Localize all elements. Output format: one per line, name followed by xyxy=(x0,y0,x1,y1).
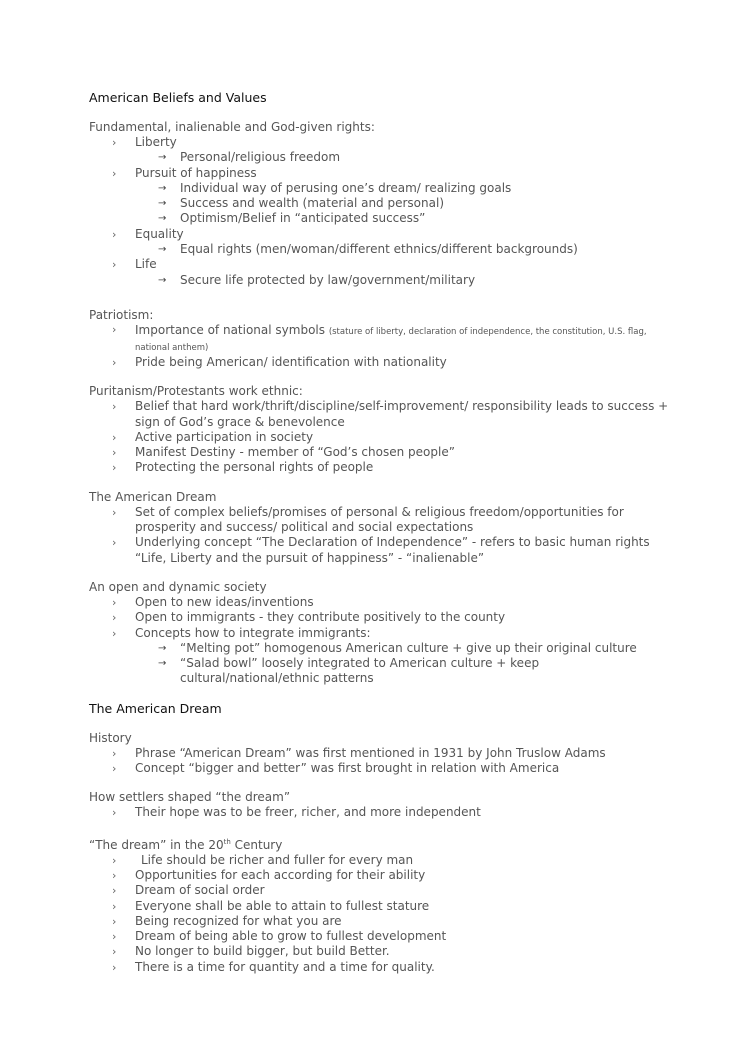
list-item: › Manifest Destiny - member of “God’s chosen people” xyxy=(112,445,455,460)
sub-list-item: → Optimism/Belief in “anticipated success” xyxy=(158,211,426,226)
bullet-icon: › xyxy=(112,258,117,272)
bullet-icon: › xyxy=(112,227,117,241)
bullet-icon: › xyxy=(112,611,117,625)
list-item: › Equality xyxy=(112,226,184,241)
settlers-section xyxy=(89,790,669,820)
sub-list-item: → “Salad bowl” loosely integrated to American culture + keep cultural/national/ethnic patterns xyxy=(158,656,540,686)
bullet-icon: › xyxy=(112,960,117,974)
bullet-icon: › xyxy=(112,762,117,776)
bullet-icon: › xyxy=(112,868,117,882)
settlers-title: How settlers shaped “the dream” xyxy=(89,790,291,805)
list-item: › Protecting the personal rights of people xyxy=(112,460,374,475)
bullet-icon: › xyxy=(112,536,117,550)
twentieth-century-section xyxy=(89,835,669,975)
list-item: › Open to new ideas/inventions xyxy=(112,594,314,609)
bullet-icon: › xyxy=(112,853,117,867)
bullet-icon: › xyxy=(112,136,117,149)
arrow-icon: → xyxy=(158,244,167,256)
sub-list-item: → Equal rights (men/woman/different ethnics/different backgrounds) xyxy=(158,242,578,257)
list-item: › Their hope was to be freer, richer, and more independent xyxy=(112,805,481,820)
list-item: › Concepts how to integrate immigrants: xyxy=(112,625,371,640)
list-item: › Concept “bigger and better” was first brought in relation with America xyxy=(112,761,560,776)
puritanism-title: Puritanism/Protestants work ethnic: xyxy=(89,384,303,399)
bullet-icon: › xyxy=(112,806,117,820)
rights-title: Fundamental, inalienable and God-given rights: xyxy=(89,120,375,134)
bullet-icon: › xyxy=(112,461,117,475)
american-dream-overview-title: The American Dream xyxy=(89,489,217,504)
list-item: › Everyone shall be able to attain to fullest stature xyxy=(112,898,430,913)
bullet-icon: › xyxy=(112,945,117,959)
section-heading-american-dream: The American Dream xyxy=(89,700,222,716)
list-item: › No longer to build bigger, but build Better. xyxy=(112,944,390,959)
section-heading-beliefs: American Beliefs and Values xyxy=(89,90,267,105)
bullet-icon: › xyxy=(112,355,117,369)
list-item: › Active participation in society xyxy=(112,429,314,444)
sub-list-item: → Success and wealth (material and personal) xyxy=(158,196,444,211)
twentieth-century-title: “The dream” in the 20th Century xyxy=(89,837,283,852)
sub-list-item: → “Melting pot” homogenous American culture + give up their original culture xyxy=(158,640,637,655)
list-item: › Importance of national symbols (stature of liberty, declaration of independence, the constitution, U.S. flag, national anthem) xyxy=(112,322,647,353)
bullet-icon: › xyxy=(112,400,117,414)
list-item: › Underlying concept “The Declaration of Independence” - refers to basic human rights “Life, Liberty and the pursuit of happiness” - “inalienable” xyxy=(112,535,650,565)
bullet-icon: › xyxy=(112,930,117,944)
bullet-icon: › xyxy=(112,914,117,928)
list-item: › Belief that hard work/thrift/discipline/self-improvement/ responsibility leads to success + sign of God’s grace & benevolence xyxy=(112,399,669,429)
bullet-icon: › xyxy=(112,899,117,913)
american-dream-overview-section xyxy=(89,490,669,566)
list-item: › Life xyxy=(112,257,157,272)
list-item: › Set of complex beliefs/promises of personal & religious freedom/opportunities for prosperity and success/ political and social expectations xyxy=(112,504,624,535)
list-item: › Being recognized for what you are xyxy=(112,913,342,928)
arrow-icon: → xyxy=(158,274,167,286)
history-section xyxy=(89,731,669,777)
rights-section xyxy=(89,120,669,288)
sub-list-item: → Individual way of perusing one’s dream/ realizing goals xyxy=(158,180,512,195)
list-item: › Dream of social order xyxy=(112,883,265,898)
bullet-icon: › xyxy=(112,166,117,180)
bullet-icon: › xyxy=(112,322,117,336)
list-item: › Open to immigrants - they contribute positively to the county xyxy=(112,610,506,625)
bullet-icon: › xyxy=(112,430,117,444)
list-item: › Liberty xyxy=(112,135,177,149)
sub-list-item: → Secure life protected by law/government/military xyxy=(158,272,476,287)
arrow-icon: → xyxy=(158,182,167,194)
list-item: › Pursuit of happiness xyxy=(112,165,257,180)
patriotism-section xyxy=(89,308,669,370)
list-item: › Opportunities for each according for their ability xyxy=(112,867,426,882)
list-item: › Pride being American/ identification with nationality xyxy=(112,354,447,369)
arrow-icon: → xyxy=(158,658,167,670)
list-item: › There is a time for quantity and a time for quality. xyxy=(112,959,435,974)
arrow-icon: → xyxy=(158,152,167,164)
puritanism-section xyxy=(89,384,669,475)
bullet-icon: › xyxy=(112,746,117,760)
list-item: › Phrase “American Dream” was first mentioned in 1931 by John Truslow Adams xyxy=(112,745,606,760)
bullet-icon: › xyxy=(112,595,117,609)
bullet-icon: › xyxy=(112,446,117,460)
bullet-icon: › xyxy=(112,626,117,640)
list-item: › Dream of being able to grow to fullest development xyxy=(112,929,447,944)
arrow-icon: → xyxy=(158,198,167,210)
list-item: › Life should be richer and fuller for every man xyxy=(112,852,414,867)
bullet-icon: › xyxy=(112,505,117,519)
arrow-icon: → xyxy=(158,642,167,654)
arrow-icon: → xyxy=(158,213,167,225)
sub-list-item: → Personal/religious freedom xyxy=(158,150,341,165)
patriotism-title: Patriotism: xyxy=(89,307,154,322)
document-page xyxy=(89,90,669,989)
open-society-section xyxy=(89,580,669,687)
history-title: History xyxy=(89,730,132,745)
bullet-icon: › xyxy=(112,884,117,898)
open-society-title: An open and dynamic society xyxy=(89,579,267,594)
